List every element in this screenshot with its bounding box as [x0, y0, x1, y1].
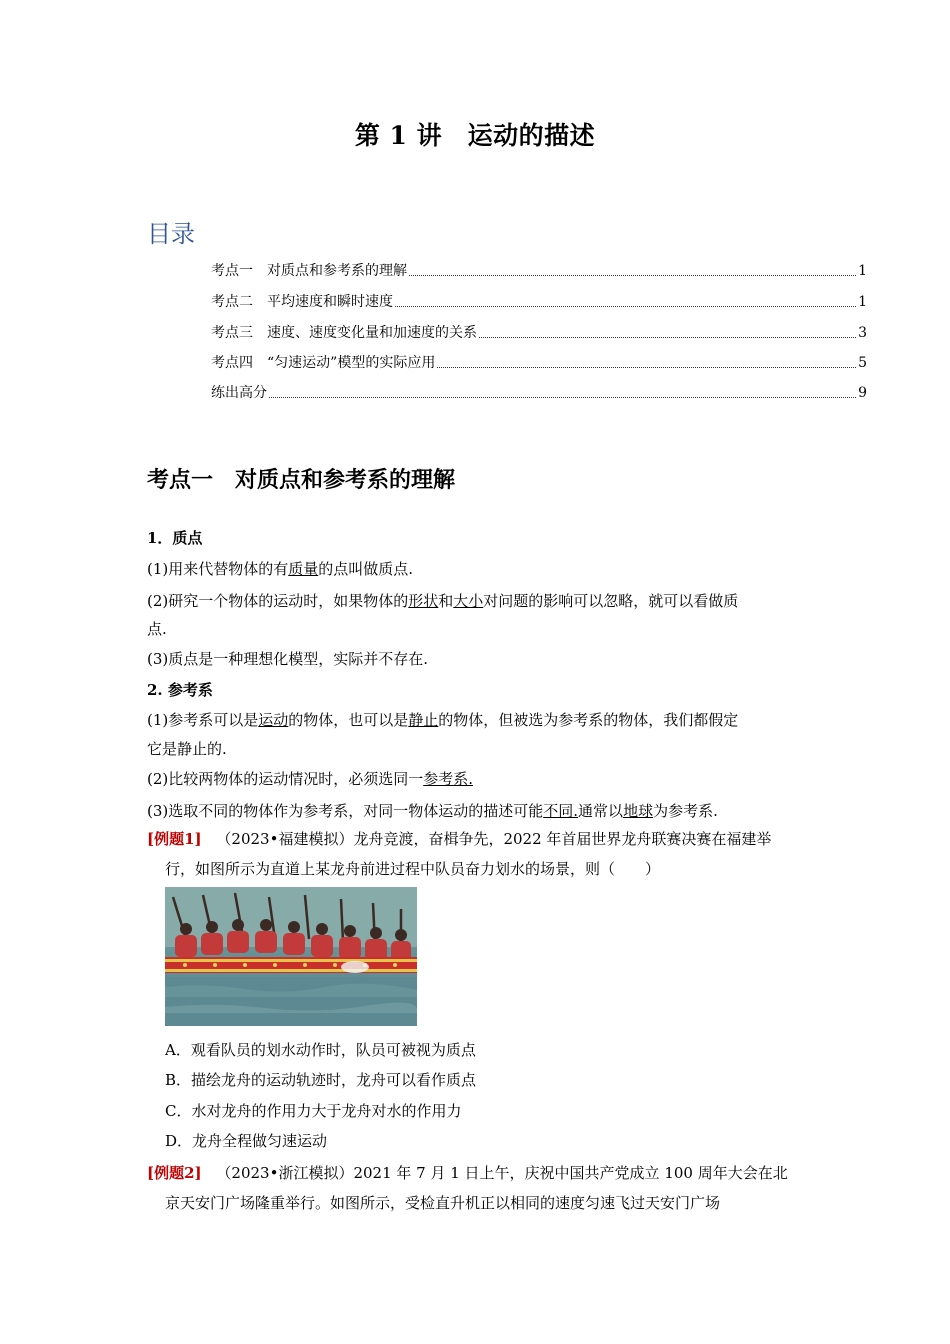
option-d[interactable]: D．龙舟全程做匀速运动: [165, 1132, 328, 1150]
toc-leader: [479, 337, 856, 338]
toc-heading: 目录: [147, 220, 195, 248]
paragraph-line: (3)质点是一种理想化模型，实际并不存在.: [147, 650, 429, 668]
toc-item-page: 1: [858, 263, 867, 279]
toc-item[interactable]: [211, 323, 867, 343]
toc-leader: [437, 367, 856, 368]
fill-blank: 质量: [288, 560, 319, 578]
toc-item-label: 考点二 平均速度和瞬时速度: [211, 294, 393, 310]
page-title: 第 1 讲 运动的描述: [354, 121, 596, 150]
dragon-boat-image: [165, 887, 417, 1026]
paragraph-line: (2)研究一个物体的运动时，如果物体的形状和大小对问题的影响可以忽略，就可以看做质: [147, 592, 739, 610]
paragraph-line: (2)比较两物体的运动情况时，必须选同一参考系.: [147, 770, 474, 788]
subheading-reference-frame: 2. 参考系: [147, 681, 213, 699]
example-2-line: [例题2] （2023•浙江模拟）2021 年 7 月 1 日上午，庆祝中国共产党成立 100 周年大会在北: [147, 1164, 788, 1182]
toc-item-label: 考点三 速度、速度变化量和加速度的关系: [211, 325, 477, 341]
fill-blank: 静止: [408, 711, 439, 729]
toc-item[interactable]: [211, 383, 867, 403]
toc-item[interactable]: [211, 353, 867, 373]
toc-item-label: 考点一 对质点和参考系的理解: [211, 263, 407, 279]
toc-item-page: 9: [858, 385, 867, 401]
fill-blank: 运动: [258, 711, 289, 729]
toc-item-page: 3: [858, 325, 867, 341]
toc-leader: [409, 275, 856, 276]
toc-item-page: 5: [858, 355, 867, 371]
fill-blank: 地球: [623, 802, 654, 820]
fill-blank: 参考系.: [423, 770, 474, 788]
toc-leader: [395, 306, 856, 307]
paragraph-line: 它是静止的.: [147, 740, 227, 758]
toc-item[interactable]: [211, 261, 867, 281]
option-b[interactable]: B．描绘龙舟的运动轨迹时，龙舟可以看作质点: [165, 1071, 477, 1089]
paragraph-line: (1)参考系可以是运动的物体，也可以是静止的物体，但被选为参考系的物体，我们都假定: [147, 711, 739, 729]
option-a[interactable]: A．观看队员的划水动作时，队员可被视为质点: [165, 1041, 476, 1059]
toc-item-label: 考点四 “匀速运动”模型的实际应用: [211, 355, 436, 371]
paragraph-line: (1)用来代替物体的有质量的点叫做质点.: [147, 560, 414, 578]
option-c[interactable]: C．水对龙舟的作用力大于龙舟对水的作用力: [165, 1102, 462, 1120]
example-1-line: 行，如图所示为直道上某龙舟前进过程中队员奋力划水的场景，则（ ）: [165, 860, 661, 878]
example-tag: [例题2]: [147, 1164, 202, 1182]
paragraph-line: (3)选取不同的物体作为参考系，对同一物体运动的描述可能不同.通常以地球为参考系.: [147, 802, 718, 820]
fill-blank: 大小: [453, 592, 484, 610]
toc-item-page: 1: [858, 294, 867, 310]
section-heading: 考点一 对质点和参考系的理解: [147, 467, 456, 493]
fill-blank: 不同.: [543, 802, 579, 820]
example-tag: [例题1]: [147, 830, 202, 848]
example-1-line: [例题1] （2023•福建模拟）龙舟竞渡，奋楫争先，2022 年首届世界龙舟联赛决赛在福建举: [147, 830, 772, 848]
example-2-line: 京天安门广场隆重举行。如图所示，受检直升机正以相同的速度匀速飞过天安门广场: [165, 1194, 721, 1212]
subheading-mass-point: 1．质点: [147, 529, 203, 547]
toc-item[interactable]: [211, 292, 867, 312]
toc-item-label: 练出高分: [211, 385, 267, 401]
paragraph-line: 点.: [147, 620, 167, 638]
dragon-boat-photo: [165, 887, 417, 1026]
fill-blank: 形状: [408, 592, 439, 610]
toc-leader: [269, 397, 856, 398]
